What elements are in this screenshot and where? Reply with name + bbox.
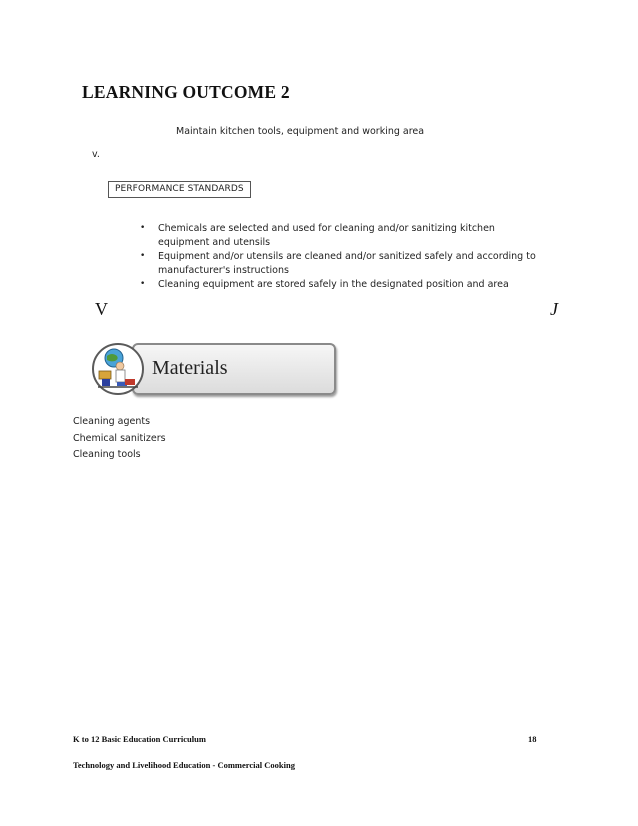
footer-page-number: 18 [528, 734, 537, 744]
materials-item: Chemical sanitizers [73, 432, 166, 444]
materials-heading-box [132, 343, 336, 395]
performance-standard-text: Equipment and/or utensils are cleaned and/or sanitized safely and according to manufacturer's instructions [158, 251, 536, 276]
learning-outcome-title: LEARNING OUTCOME 2 [82, 82, 290, 102]
margin-mark-left: V [95, 299, 108, 319]
globe-scientist-icon [90, 341, 146, 397]
performance-standard-item [140, 250, 540, 277]
footer-curriculum: K to 12 Basic Education Curriculum [73, 734, 206, 744]
footer-subject: Technology and Livelihood Education - Commercial Cooking [73, 760, 295, 770]
margin-mark-right: J [550, 299, 558, 319]
learning-outcome-marker: v. [92, 149, 100, 160]
performance-standards-label: PERFORMANCE STANDARDS [108, 181, 251, 198]
performance-standards-list [140, 222, 540, 293]
performance-standard-text: Cleaning equipment are stored safely in the designated position and area [158, 279, 509, 290]
materials-item: Cleaning tools [73, 449, 141, 460]
materials-item: Cleaning agents [73, 416, 151, 427]
performance-standard-item [140, 222, 540, 249]
bullet-icon: • [140, 279, 146, 289]
bullet-icon: • [140, 223, 146, 233]
materials-heading: Materials [152, 357, 228, 379]
bullet-icon: • [140, 251, 146, 261]
materials-banner [90, 341, 336, 397]
performance-standard-text: Chemicals are selected and used for cleaning and/or sanitizing kitchen equipment and utensils [158, 223, 495, 248]
learning-outcome-description: Maintain kitchen tools, equipment and working area [176, 126, 425, 137]
performance-standard-item [140, 278, 540, 292]
materials-list [73, 414, 166, 464]
